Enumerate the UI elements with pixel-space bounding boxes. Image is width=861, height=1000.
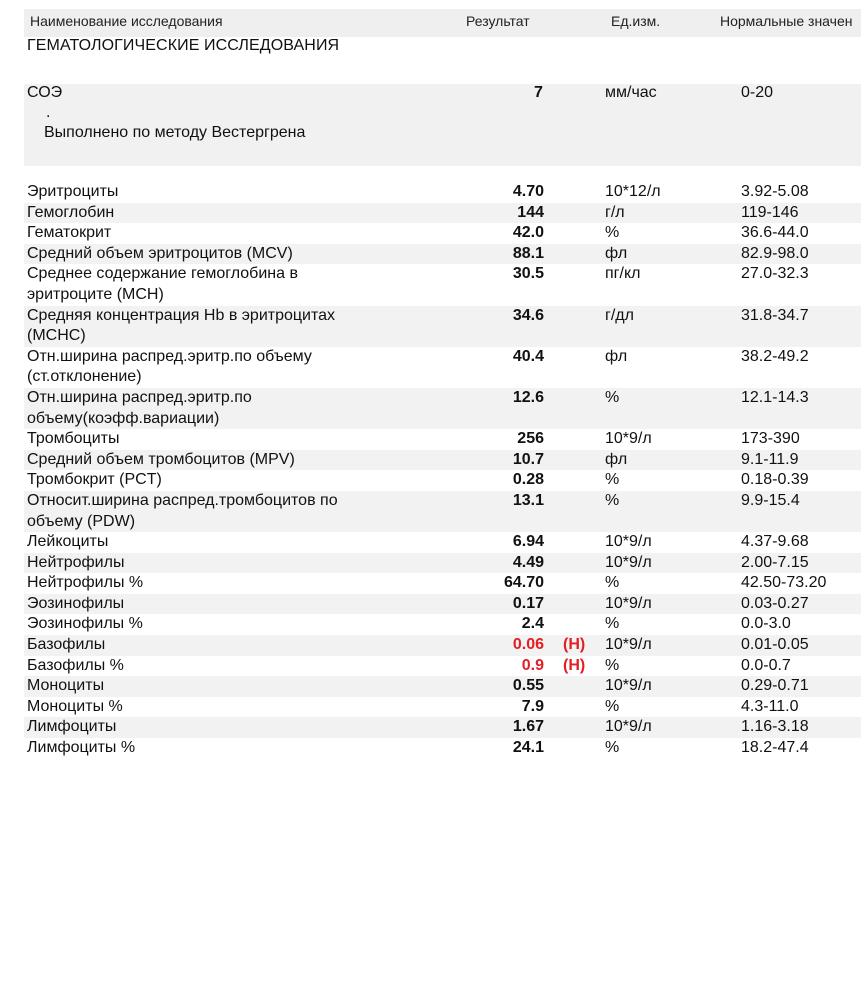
table-row [24,429,861,450]
normal-range: 9.1-11.9 [741,450,799,468]
test-unit: % [605,471,620,489]
test-result: 0.17 [512,594,544,612]
header-normal: Нормальные значен [720,13,853,29]
normal-range: 0.03-0.27 [741,594,809,612]
test-name: Тромбоциты [27,430,120,448]
test-unit: % [605,491,620,509]
table-row [24,614,861,635]
test-name: Тромбокрит (PCT) [27,471,162,489]
normal-range: 0.29-0.71 [741,677,809,695]
test-unit: фл [605,450,628,468]
test-result: 6.94 [512,533,544,551]
test-result: 10.7 [512,450,544,468]
table-row [24,738,861,759]
normal-range: 2.00-7.15 [741,553,809,571]
test-unit: % [605,697,620,715]
table-row [24,306,861,347]
header-name: Наименование исследования [30,13,223,29]
normal-range: 0.18-0.39 [741,471,809,489]
test-name: Гематокрит [27,224,112,242]
test-result: 64.70 [503,574,544,592]
test-result: 40.4 [512,347,544,365]
test-unit: 10*9/л [605,677,652,695]
normal-range: 0.01-0.05 [741,636,809,654]
table-row [24,635,861,656]
test-unit: 10*9/л [605,553,652,571]
test-unit: 10*9/л [605,430,652,448]
test-result: 34.6 [512,306,544,324]
header-unit: Ед.изм. [611,13,661,29]
test-name: Лимфоциты [27,718,117,736]
test-name: Лимфоциты % [27,739,136,757]
test-unit: 10*9/л [605,636,652,654]
soe-name: СОЭ [27,84,63,101]
test-result: 7.9 [521,697,544,715]
test-name: Моноциты [27,677,105,695]
test-name: Гемоглобин [27,203,115,221]
normal-range: 27.0-32.3 [741,265,809,283]
test-result: 24.1 [512,739,544,757]
table-row [24,223,861,244]
test-name: Отн.ширина распред.эритр.по объему (ст.отклонение) [27,347,312,386]
header-result: Результат [466,13,530,29]
test-result: 13.1 [512,491,544,509]
table-row [24,697,861,718]
test-name: Эозинофилы % [27,615,143,633]
normal-range: 119-146 [741,203,799,221]
test-unit: 10*9/л [605,718,652,736]
abnormal-flag: (H) [563,636,586,654]
test-unit: 10*12/л [605,183,661,200]
test-result: 0.55 [512,677,544,695]
normal-range: 42.50-73.20 [741,574,827,592]
test-result: 2.4 [521,615,544,633]
test-name: Нейтрофилы % [27,574,144,592]
test-unit: % [605,224,620,242]
test-name: Моноциты % [27,697,123,715]
soe-result: 7 [534,84,543,101]
test-result: 1.67 [512,718,544,736]
abnormal-flag: (H) [563,656,586,674]
table-header [24,9,861,37]
test-result: 4.49 [512,553,544,571]
normal-range: 36.6-44.0 [741,224,809,242]
test-unit: фл [605,244,628,262]
test-name: Эозинофилы [27,594,125,612]
table-row [24,676,861,697]
normal-range: 38.2-49.2 [741,347,809,365]
soe-method-note: Выполнено по методу Вестергрена [44,124,306,141]
test-name: Относит.ширина распред.тромбоцитов по объему (PDW) [27,491,338,530]
soe-unit: мм/час [605,84,657,101]
test-unit: % [605,388,620,406]
test-unit: % [605,615,620,633]
test-name: Лейкоциты [27,533,109,551]
results-table [24,182,861,759]
test-result: 42.0 [512,224,544,242]
table-row [24,244,861,265]
test-unit: % [605,656,620,674]
test-unit: пг/кл [605,265,641,283]
test-result: 144 [517,203,544,221]
test-result: 0.9 [521,656,544,674]
normal-range: 12.1-14.3 [741,388,809,406]
test-name: Средний объем тромбоцитов (MPV) [27,450,295,468]
test-unit: 10*9/л [605,533,652,551]
table-row [24,182,861,203]
test-unit: г/дл [605,306,634,324]
table-row [24,388,861,429]
table-row [24,532,861,553]
normal-range: 9.9-15.4 [741,491,800,509]
test-name: Среднее содержание гемоглобина в эритроците (MCH) [27,265,298,303]
table-row [24,656,861,677]
table-row [24,264,861,305]
table-row [24,573,861,594]
test-unit: % [605,739,620,757]
table-row [24,717,861,738]
normal-range: 173-390 [741,430,800,448]
test-name: Нейтрофилы [27,553,125,571]
test-result: 4.70 [512,183,544,200]
test-unit: фл [605,347,628,365]
test-result: 88.1 [512,244,544,262]
table-row [24,347,861,388]
test-result: 30.5 [512,265,544,283]
section-title: ГЕМАТОЛОГИЧЕСКИЕ ИССЛЕДОВАНИЯ [27,37,340,54]
normal-range: 4.3-11.0 [741,697,799,715]
test-unit: 10*9/л [605,594,652,612]
normal-range: 0.0-3.0 [741,615,791,633]
table-row [24,594,861,615]
normal-range: 3.92-5.08 [741,183,809,200]
test-result: 0.28 [512,471,544,489]
normal-range: 0.0-0.7 [741,656,791,674]
table-row [24,553,861,574]
test-name: Базофилы [27,636,106,654]
normal-range: 1.16-3.18 [741,718,809,736]
test-name: Эритроциты [27,183,119,200]
normal-range: 82.9-98.0 [741,244,809,262]
test-name: Средняя концентрация Hb в эритроцитах (MCHC) [27,306,336,345]
table-row [24,450,861,471]
test-result: 0.06 [512,636,544,654]
soe-dot: . [46,104,51,121]
table-row [24,470,861,491]
test-name: Базофилы % [27,656,124,674]
test-result: 256 [517,430,544,448]
table-row [24,203,861,224]
soe-normal: 0-20 [741,84,774,101]
soe-row [24,84,861,166]
test-name: Отн.ширина распред.эритр.по объему(коэфф.вариации) [27,388,252,427]
test-unit: % [605,574,620,592]
test-unit: г/л [605,203,625,221]
normal-range: 31.8-34.7 [741,306,809,324]
normal-range: 18.2-47.4 [741,739,809,757]
table-row [24,491,861,532]
normal-range: 4.37-9.68 [741,533,809,551]
test-result: 12.6 [512,388,544,406]
test-name: Средний объем эритроцитов (MCV) [27,244,293,262]
